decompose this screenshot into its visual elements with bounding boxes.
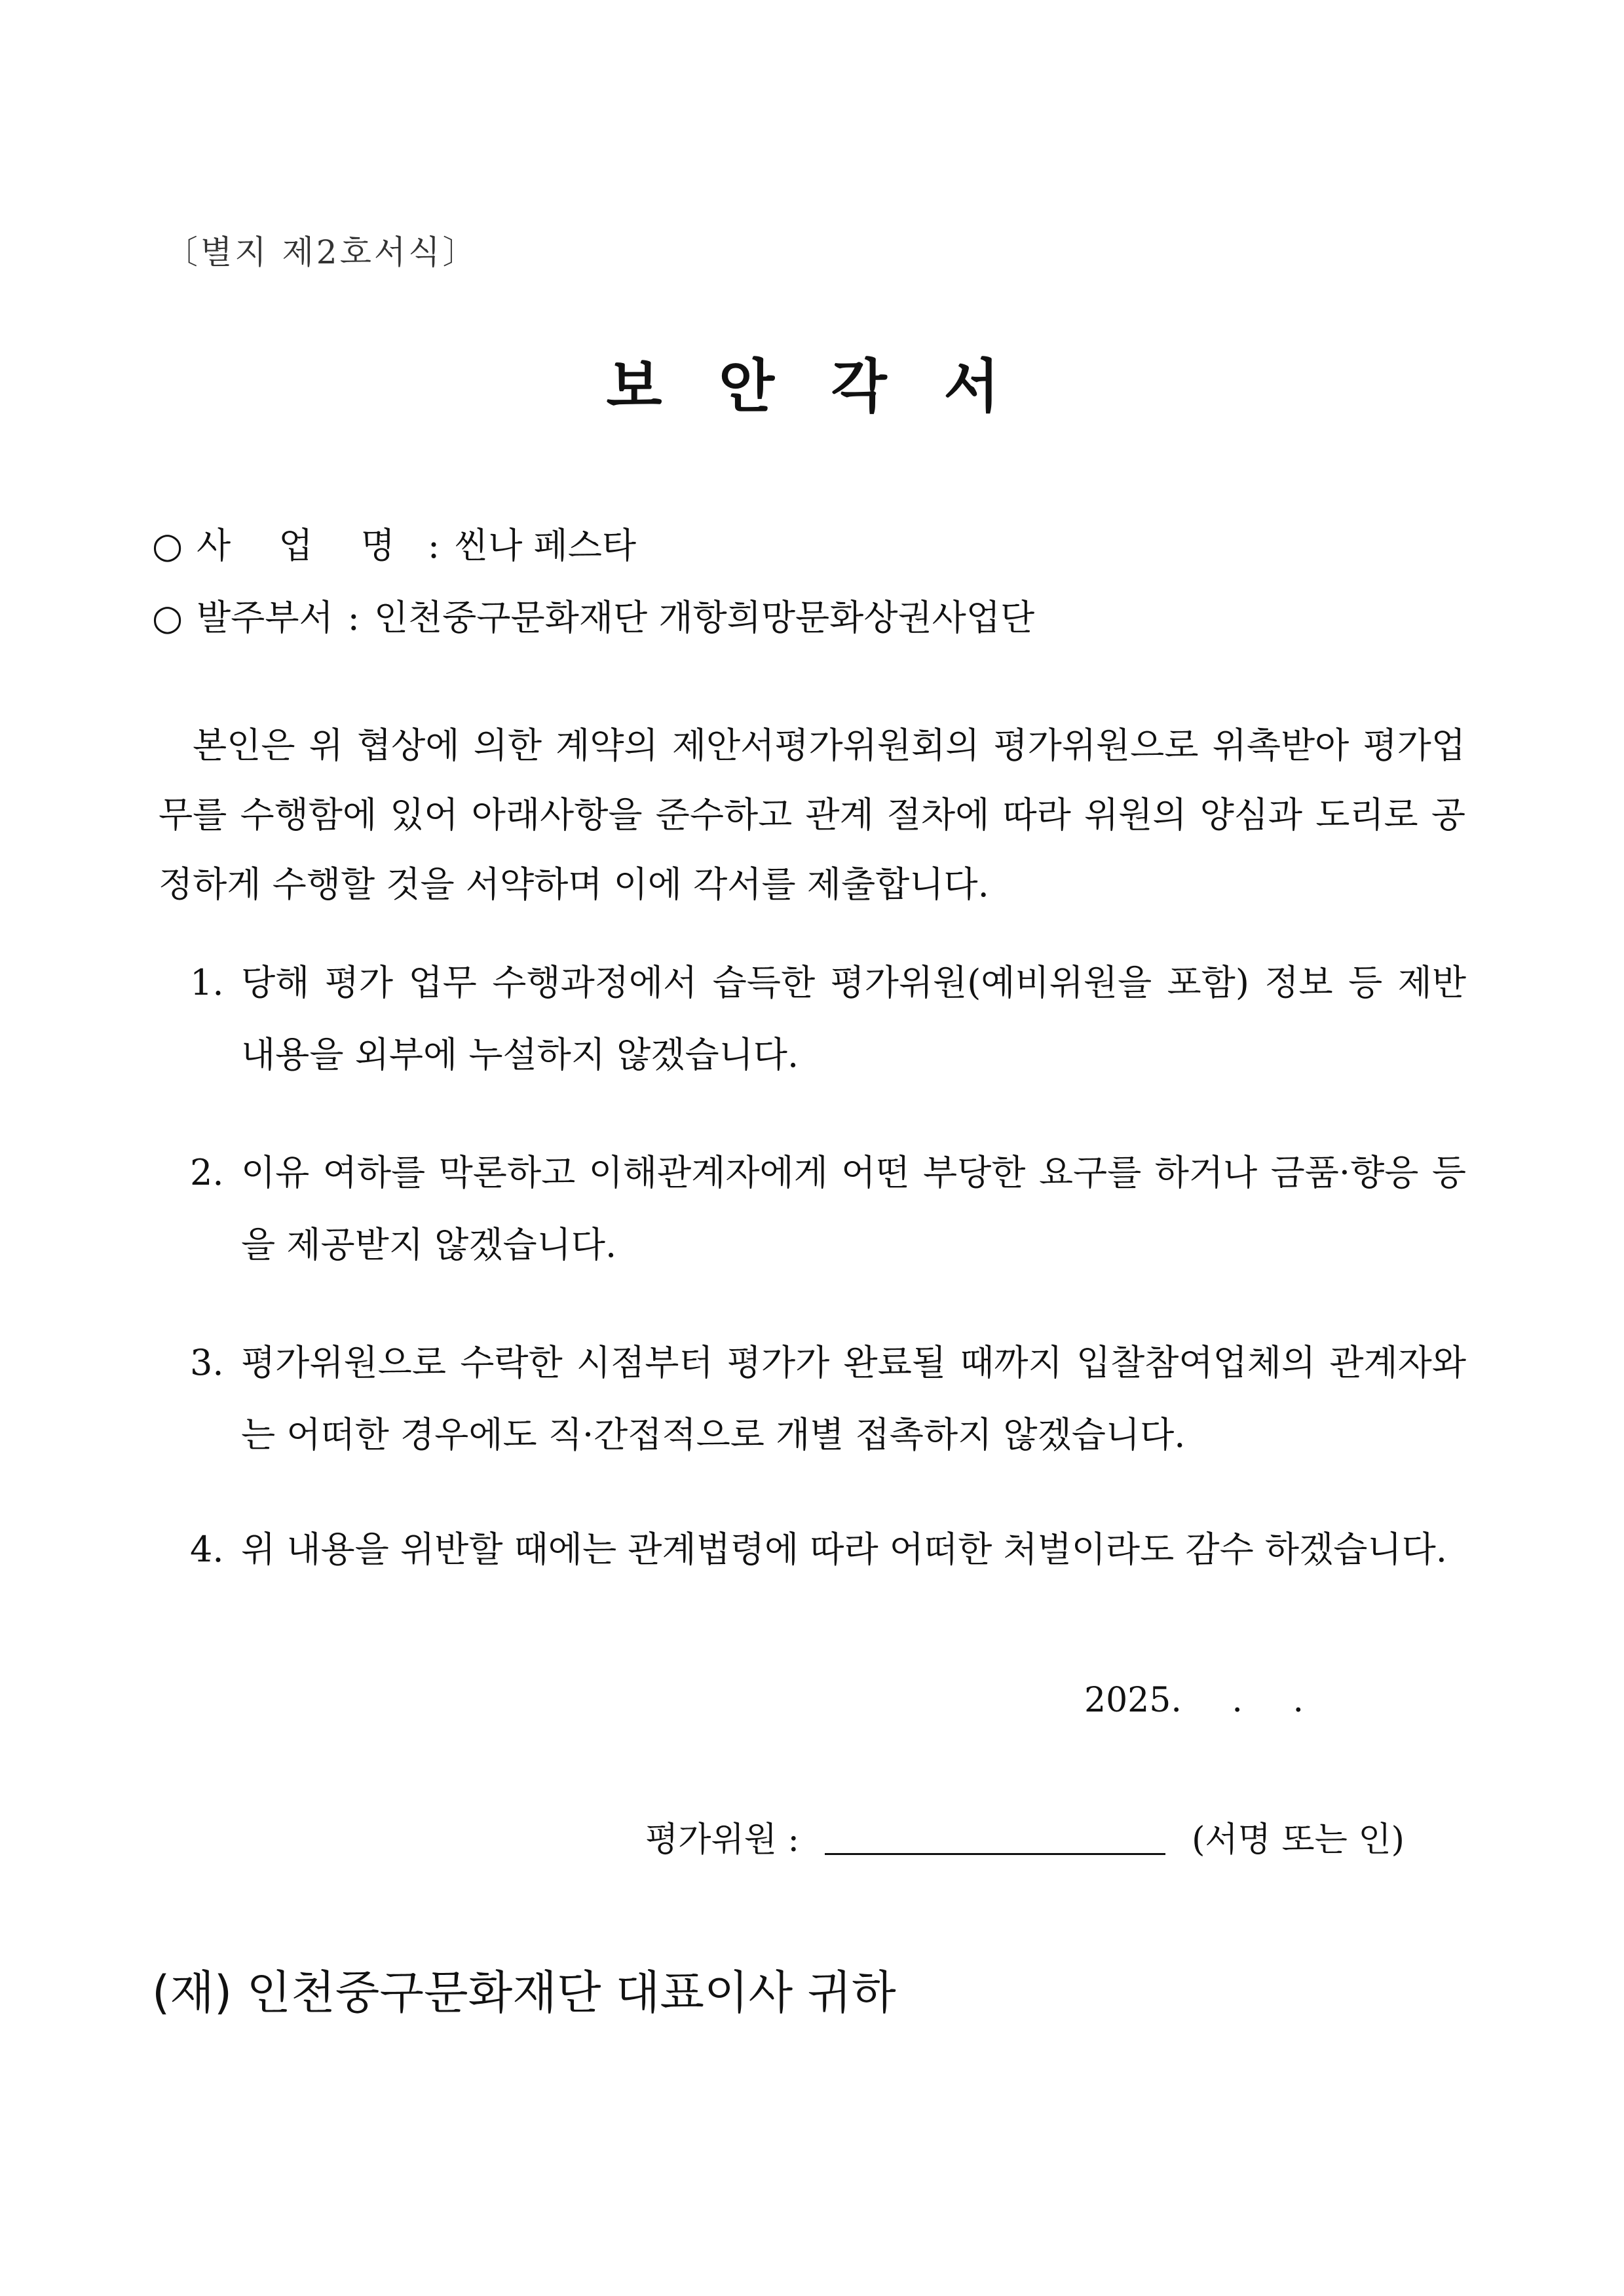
signature-suffix: (서명 또는 인) [1192,1820,1405,1860]
document-title: 보 안 각 서 [606,353,1018,420]
item-text: 당해 평가 업무 수행과정에서 습득한 평가위원(예비위원을 포함) 정보 등 제반 내용을 외부에 누설하지 않겠습니다. [241,962,1466,1075]
bullet-circle: ○ [152,597,183,638]
item-number: 1. [190,962,224,1003]
signature-field[interactable] [825,1820,1165,1855]
item-text: 이유 여하를 막론하고 이해관계자에게 어떤 부당한 요구를 하거나 금품·향응 등을 제공받지 않겠습니다. [241,1152,1466,1265]
addressee: (재) 인천중구문화재단 대표이사 귀하 [152,1966,896,2019]
pledge-item-1 [190,947,1466,1091]
bullet-circle: ○ [152,525,183,566]
project-name-label: 사 업 명 [197,525,413,566]
item-number: 4. [190,1529,224,1570]
ordering-dept-value: 인천중구문화재단 개항희망문화상권사업단 [373,597,1035,638]
pledge-item-3 [190,1327,1466,1471]
form-label: 〔별지 제2호서식〕 [165,233,478,271]
project-name-row [152,518,636,568]
ordering-dept-label: 발주부서 [197,597,333,638]
item-number: 3. [190,1342,224,1383]
project-name-value: 씬나 페스타 [454,525,637,566]
item-number: 2. [190,1152,224,1193]
item-text: 평가위원으로 수락한 시점부터 평가가 완료될 때까지 입찰참여업체의 관계자와는 어떠한 경우에도 직·간접적으로 개별 접촉하지 않겠습니다. [241,1342,1466,1455]
date-line: 2025. . . [1084,1681,1304,1720]
pledge-item-4 [190,1514,1466,1586]
evaluator-label: 평가위원 [645,1820,777,1860]
pledge-intro-paragraph: 본인은 위 협상에 의한 계약의 제안서평가위원회의 평가위원으로 위촉받아 평가업무를 수행함에 있어 아래사항을 준수하고 관계 절차에 따라 위원의 양심과 도리로 공정하게 수행할 것을 서약하며 이에 각서를 제출합니다. [159,725,1465,905]
separator: : [787,1820,799,1860]
pledge-item-2 [190,1137,1466,1281]
signature-line [645,1812,1405,1861]
separator: : [347,597,360,638]
ordering-dept-row [152,590,1034,640]
item-text: 위 내용을 위반할 때에는 관계법령에 따라 어떠한 처벌이라도 감수 하겠습니다. [241,1529,1447,1570]
separator: : [427,525,440,566]
